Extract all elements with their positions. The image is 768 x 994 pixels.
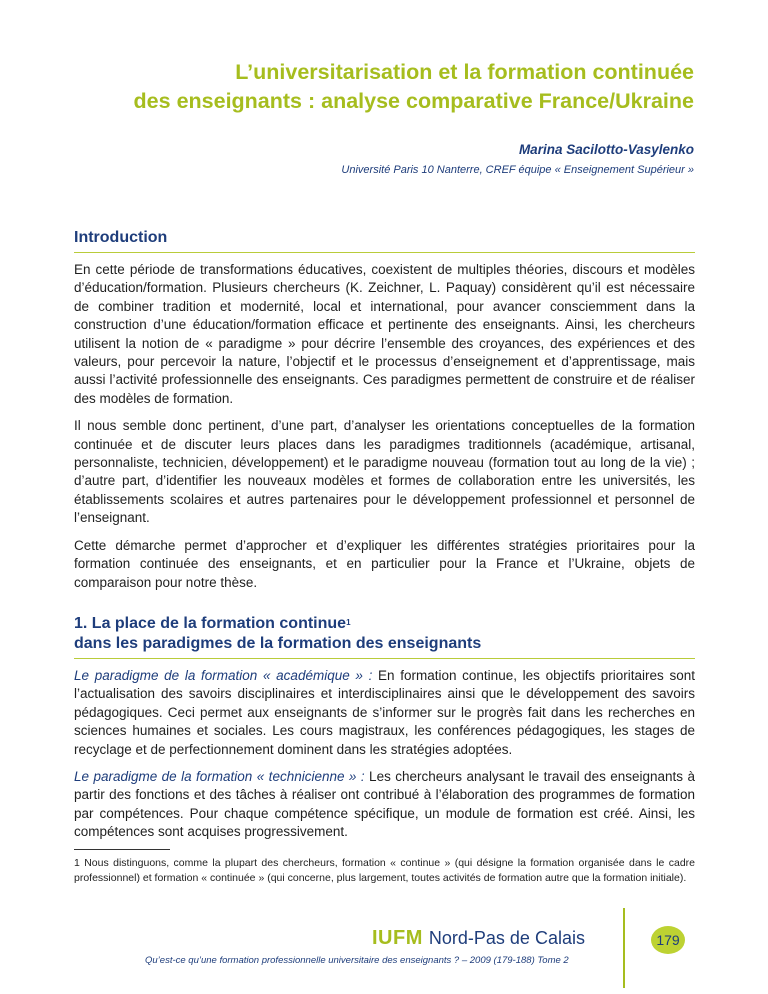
page-number: 179 [651,926,685,954]
section-1-heading [74,614,695,659]
intro-paragraph-2: Il nous semble donc pertinent, d’une part, d’analyser les orientations conceptuelles de la formation continuée et de discuter leurs places dans les paradigmes traditionnels (académique, artisanal, personnaliste, technicien, développement) et le paradigme nouveau (formation tout au long de la vie) ; d’autre part, d’identifier les nouveaux modèles et formes de collaboration entre les universités, les établissements scolaires et autres partenaires pour le développement professionnel et personnel de l’enseignant. [74,418,695,526]
iufm-logo-mark: IUFM [372,927,423,949]
running-footer: Qu’est-ce qu’une formation professionnelle universitaire des enseignants ? – 2009 (179-188) Tome 2 [145,955,569,966]
intro-paragraph-1: En cette période de transformations éducatives, coexistent de multiples théories, discours et modèles d’éducation/formation. Plusieurs chercheurs (K. Zeichner, L. Paquay) considèrent qu’il est nécessaire de combiner tradition et modernité, local et international, pour avancer consciemment dans la construction d’une éducation/formation efficace et pertinente des enseignants. Ainsi, les chercheurs utilisent la notion de « paradigme » pour décrire l’ensemble des croyances, des expériences et des valeurs, pour percevoir la nature, l’objectif et le processus d’enseignement et d’apprentissage, mais aussi l’activité professionnelle des enseignants. Ces paradigmes permettent de construire et de réaliser des modèles de formation. [74,262,695,406]
paradigm-academique-label: Le paradigme de la formation « académique » : [74,667,373,683]
intro-paragraph-3: Cette démarche permet d’approcher et d’expliquer les différentes stratégies prioritaires pour la formation continuée des enseignants, et en particulier pour la France et l’Ukraine, objets de comparaison pour notre thèse. [74,537,695,590]
iufm-logo [372,927,585,950]
article-body [74,228,695,886]
paradigm-technicienne-text: Les chercheurs analysant le travail des enseignants à partir des fonctions et des tâches à réaliser ont contribué à l’élaboration des programmes de formation par compétences. Pour chaque compétence spécifique, un module de formation est créé. Ainsi, les compétences sont acquises progressivement. [74,768,695,840]
section-1-heading-line-1: 1. La place de la formation continue [74,614,347,632]
intro-heading: Introduction [74,228,695,253]
title-line-2: des enseignants : analyse comparative France/Ukraine [133,89,694,113]
iufm-logo-region: Nord-Pas de Calais [428,928,585,948]
footnote-divider [74,849,170,850]
section-1-paragraph-technicienne [74,768,695,842]
paradigm-academique-text: En formation continue, les objectifs prioritaires sont l’actualisation des savoirs disciplinaires et interdisciplinaires ainsi que le développement des savoirs pédagogiques. Ceci permet aux enseignants de s’informer sur le progrès fait dans les recherches en sciences humaines et sociales. Les cours magistraux, les conférences pédagogiques, les stages de recyclage et de perfectionnement dominent dans les stratégies adoptées. [74,667,695,757]
footer-divider-line [623,908,625,988]
article-title [14,58,694,116]
section-1-heading-line-2: dans les paradigmes de la formation des enseignants [74,634,482,652]
author-name: Marina Sacilotto-Vasylenko [518,142,694,157]
title-line-1: L’universitarisation et la formation continuée [235,60,694,84]
author-affiliation: Université Paris 10 Nanterre, CREF équipe « Enseignement Supérieur » [341,164,694,176]
footnote-marker[interactable]: 1 [346,617,351,627]
section-1-paragraph-academique [74,667,695,759]
footnote-1: 1 Nous distinguons, comme la plupart des chercheurs, formation « continue » (qui désigne la formation organisée dans le cadre professionnel) et formation « continuée » (qui concerne, plus largement, toutes activités de formation autre que la formation initiale). [74,856,695,884]
paradigm-technicienne-label: Le paradigme de la formation « technicienne » : [74,768,365,784]
